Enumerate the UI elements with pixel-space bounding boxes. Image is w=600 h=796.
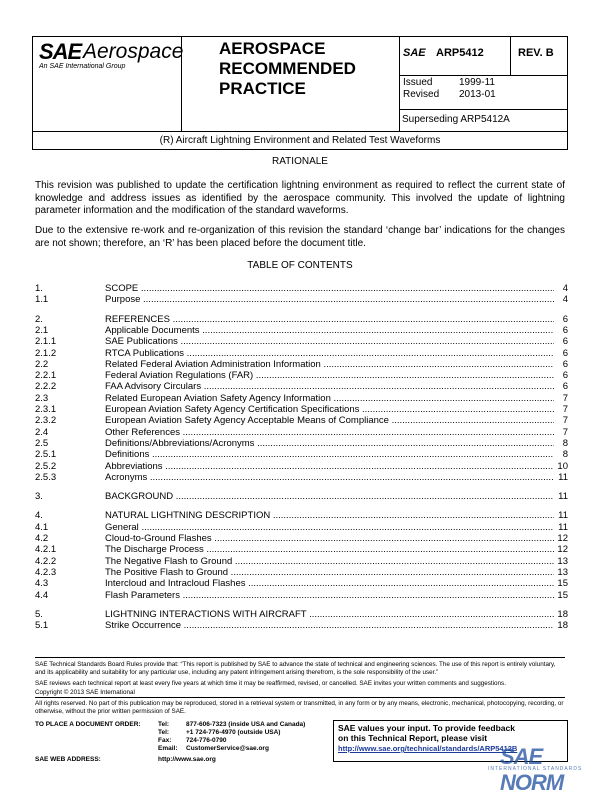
feedback-link[interactable]: http://www.sae.org/technical/standards/ARP5412B	[338, 744, 518, 753]
toc-page-number: 7	[562, 392, 568, 404]
toc-section-number: 2.1	[35, 324, 49, 336]
toc-section-number: 2.3.1	[35, 404, 57, 415]
watermark	[486, 744, 596, 795]
toc-section-number: 3.	[35, 491, 43, 503]
document-number: ARP5412	[436, 47, 484, 59]
header-divider	[399, 37, 400, 131]
toc-section-number: 2.2.2	[35, 381, 57, 393]
toc-section-title: Acronyms .....	[105, 472, 554, 484]
feedback-text: on this Technical Report, please visit	[338, 733, 488, 743]
toc-page-number: 15	[557, 589, 568, 601]
toc-entry[interactable]	[35, 427, 568, 439]
toc-section-title: FAA Advisory Circulars .....	[105, 381, 554, 393]
toc-entry[interactable]	[35, 510, 568, 522]
toc-page-number: 11	[558, 521, 568, 533]
toc-section-number: 2.5.1	[35, 449, 57, 461]
toc-page-number: 7	[562, 426, 568, 438]
toc-entry[interactable]	[35, 348, 568, 360]
web-link[interactable]: http://www.sae.org	[158, 756, 216, 763]
revision-label: REV. B	[518, 47, 554, 59]
toc-entry[interactable]	[35, 370, 568, 382]
toc-page-number: 6	[562, 347, 568, 359]
document-title: (R) Aircraft Lightning Environment and Related Test Waveforms	[32, 132, 568, 150]
toc-page-number: 12	[557, 533, 568, 544]
toc-page-number: 6	[562, 381, 568, 393]
toc-entry[interactable]	[35, 544, 568, 556]
toc-section-title: The Negative Flash to Ground .....	[105, 556, 554, 568]
toc-page-number: 11	[558, 471, 568, 483]
toc-section-title: SAE Publications .....	[105, 336, 554, 348]
issued-date: 1999-11	[459, 77, 495, 88]
toc-page-number: 11	[558, 510, 568, 522]
toc-entry[interactable]	[35, 415, 568, 427]
rationale-paragraph-1: This revision was published to update the certification lightning environment as required to reflect the current state of knowledge and address issues as identified by the aerospace community. This involved the update of lightning parameter information and the modification of the standard waveforms.	[35, 180, 565, 216]
toc-section-title: European Aviation Safety Agency Certification Specifications .....	[105, 404, 554, 416]
footer-rule	[35, 657, 565, 658]
toc-page-number: 6	[562, 336, 568, 348]
toc-section-number: 4.2.1	[35, 544, 57, 556]
toc-section-title: Purpose .....	[105, 294, 554, 306]
header-divider	[399, 75, 567, 76]
footer-review-note: SAE reviews each technical report at least every five years at which time it may be reaffirmed, revised, or cancelled. SAE invites your written comments and suggestions.	[35, 680, 506, 687]
toc-section-title: The Discharge Process .....	[105, 544, 554, 556]
rationale-heading: RATIONALE	[272, 156, 328, 167]
toc-section-title: REFERENCES .....	[105, 314, 554, 326]
toc-entry[interactable]	[35, 381, 568, 393]
tel2-value: +1 724-776-4970 (outside USA)	[186, 729, 281, 736]
toc-section-title: Related European Aviation Safety Agency Information .....	[105, 393, 554, 405]
toc-entry[interactable]	[35, 393, 568, 405]
toc-entry[interactable]	[35, 283, 568, 295]
toc-page-number: 6	[562, 358, 568, 370]
issued-label: Issued	[403, 77, 433, 88]
toc-section-number: 4.	[35, 510, 43, 522]
toc-section-number: 4.2.3	[35, 566, 57, 578]
revised-label: Revised	[403, 89, 440, 100]
toc-entry[interactable]	[35, 609, 568, 621]
email-link[interactable]: CustomerService@sae.org	[186, 745, 269, 752]
toc-section-title: SCOPE .....	[105, 283, 554, 295]
toc-page-number: 12	[557, 544, 568, 556]
superseding-text: Superseding ARP5412A	[402, 114, 510, 125]
toc-entry[interactable]	[35, 533, 568, 545]
toc-page-number: 8	[562, 449, 568, 461]
toc-section-title: European Aviation Safety Agency Acceptable Means of Compliance .....	[105, 415, 554, 427]
toc-section-number: 2.5.3	[35, 471, 57, 483]
document-header	[32, 36, 568, 132]
toc-section-number: 5.1	[35, 620, 49, 632]
toc-section-number: 2.2.1	[35, 370, 57, 382]
fax-value: 724-776-0790	[186, 737, 227, 744]
toc-entry[interactable]	[35, 336, 568, 348]
toc-page-number: 13	[557, 555, 568, 567]
footer-board-rules: SAE Technical Standards Board Rules provide that: “This report is published by SAE to advance the state of technical and engineering sciences. The use of this report is entirely voluntary, and its applicability and suitability for any particular use, including any patent infringement arising therefrom, is the sole responsibility of the user.”	[35, 661, 556, 676]
toc-section-number: 2.3.2	[35, 415, 57, 427]
watermark-text: SAE NORM	[500, 744, 564, 795]
toc-page-number: 7	[562, 404, 568, 415]
toc-section-number: 5.	[35, 608, 43, 620]
toc-section-number: 4.2.2	[35, 555, 57, 567]
toc-entry[interactable]	[35, 590, 568, 602]
toc-section-title: RTCA Publications .....	[105, 348, 554, 360]
toc-entry[interactable]	[35, 404, 568, 416]
web-label: SAE WEB ADDRESS:	[35, 756, 101, 763]
toc-section-title: The Positive Flash to Ground .....	[105, 567, 554, 579]
email-label: Email:	[158, 745, 178, 752]
toc-page-number: 15	[557, 578, 568, 590]
toc-page-number: 18	[557, 608, 568, 620]
toc-section-title: Federal Aviation Regulations (FAR) .....	[105, 370, 554, 382]
toc-entry[interactable]	[35, 522, 568, 534]
tel2-label: Tel:	[158, 729, 170, 736]
toc-entry[interactable]	[35, 556, 568, 568]
toc-section-number: 4.1	[35, 521, 49, 533]
toc-section-number: 4.2	[35, 533, 49, 544]
toc-section-title: Cloud-to-Ground Flashes .....	[105, 533, 554, 545]
tel-label: Tel:	[158, 721, 170, 728]
toc-section-number: 2.2	[35, 358, 49, 370]
toc-entry[interactable]	[35, 567, 568, 579]
toc-section-number: 4.4	[35, 589, 49, 601]
toc-page-number: 8	[562, 437, 568, 449]
footer-rights: All rights reserved. No part of this publication may be reproduced, stored in a retrieval system or transmitted, in any form or by any means, electronic, mechanical, photocopying, recording, or otherwise, without the prior written permission of SAE.	[35, 700, 564, 715]
toc-section-number: 2.1.1	[35, 336, 57, 348]
toc-page-number: 6	[562, 370, 568, 382]
footer-rule	[35, 697, 565, 698]
fax-label: Fax:	[158, 737, 172, 744]
document-type-line: RECOMMENDED	[219, 59, 356, 78]
toc-section-title: Other References .....	[105, 427, 554, 439]
document-type	[219, 39, 356, 99]
document-type-line: PRACTICE	[219, 79, 306, 98]
toc-entry[interactable]	[35, 472, 568, 484]
toc-section-number: 2.3	[35, 392, 49, 404]
toc-section-title: General .....	[105, 522, 554, 534]
toc-page-number: 11	[558, 491, 568, 503]
toc-section-title: Applicable Documents .....	[105, 325, 554, 337]
toc-section-title: LIGHTNING INTERACTIONS WITH AIRCRAFT .....	[105, 609, 554, 621]
toc-section-number: 2.4	[35, 426, 49, 438]
toc-page-number: 13	[557, 566, 568, 578]
toc-section-title: Strike Occurrence .....	[105, 620, 554, 632]
logo-subtitle: An SAE International Group	[39, 63, 126, 70]
header-divider	[399, 109, 567, 110]
toc-page-number: 6	[562, 313, 568, 325]
tel-value: 877-606-7323 (inside USA and Canada)	[186, 721, 306, 728]
sae-mark: SAE	[403, 47, 426, 59]
toc-section-title: Abbreviations .....	[105, 461, 554, 473]
document-type-line: AEROSPACE	[219, 39, 326, 58]
toc-entry[interactable]	[35, 578, 568, 590]
toc-entry[interactable]	[35, 359, 568, 371]
toc-page-number: 6	[562, 324, 568, 336]
toc-section-title: BACKGROUND .....	[105, 491, 554, 503]
footer-copyright: Copyright © 2013 SAE International	[35, 689, 135, 696]
toc-entry[interactable]	[35, 325, 568, 337]
toc-page-number: 18	[557, 620, 568, 632]
toc-entry[interactable]	[35, 449, 568, 461]
watermark-subtext: INTERNATIONAL STANDARDS	[488, 766, 583, 772]
toc-section-number: 1.1	[35, 294, 49, 306]
toc-page-number: 10	[557, 460, 568, 472]
toc-page-number: 4	[562, 294, 568, 306]
toc-section-title: Related Federal Aviation Administration Information .....	[105, 359, 554, 371]
order-label: TO PLACE A DOCUMENT ORDER:	[35, 721, 141, 728]
toc-entry[interactable]	[35, 294, 568, 306]
sae-logo: SAE	[39, 39, 82, 64]
revised-date: 2013-01	[459, 89, 496, 100]
aerospace-logo-text: Aerospace	[83, 40, 184, 63]
toc-section-title: NATURAL LIGHTNING DESCRIPTION .....	[105, 510, 554, 522]
toc-section-title: Definitions .....	[105, 449, 554, 461]
header-divider	[510, 37, 511, 75]
feedback-text: SAE values your input. To provide feedback	[338, 723, 515, 733]
toc-page-number: 7	[562, 415, 568, 427]
toc-section-number: 2.5.2	[35, 460, 57, 472]
toc-entry[interactable]	[35, 438, 568, 450]
toc-entry[interactable]	[35, 314, 568, 326]
toc-entry[interactable]	[35, 620, 568, 632]
toc-section-number: 4.3	[35, 578, 49, 590]
toc-section-title: Flash Parameters .....	[105, 590, 554, 602]
toc-section-number: 2.1.2	[35, 347, 57, 359]
toc-section-title: Definitions/Abbreviations/Acronyms .....	[105, 438, 554, 450]
toc-entry[interactable]	[35, 461, 568, 473]
toc-section-number: 2.	[35, 313, 43, 325]
rationale-paragraph-2: Due to the extensive re-work and re-organization of this revision the standard ‘change bar’ indications for the changes are not shown; therefore, an ‘R’ has been placed before the document title.	[35, 225, 565, 249]
toc-section-title: Intercloud and Intracloud Flashes .....	[105, 578, 554, 590]
toc-section-number: 2.5	[35, 437, 49, 449]
toc-section-number: 1.	[35, 283, 43, 294]
toc-entry[interactable]	[35, 491, 568, 503]
toc-page-number: 4	[562, 283, 568, 294]
toc-heading: TABLE OF CONTENTS	[247, 260, 353, 271]
